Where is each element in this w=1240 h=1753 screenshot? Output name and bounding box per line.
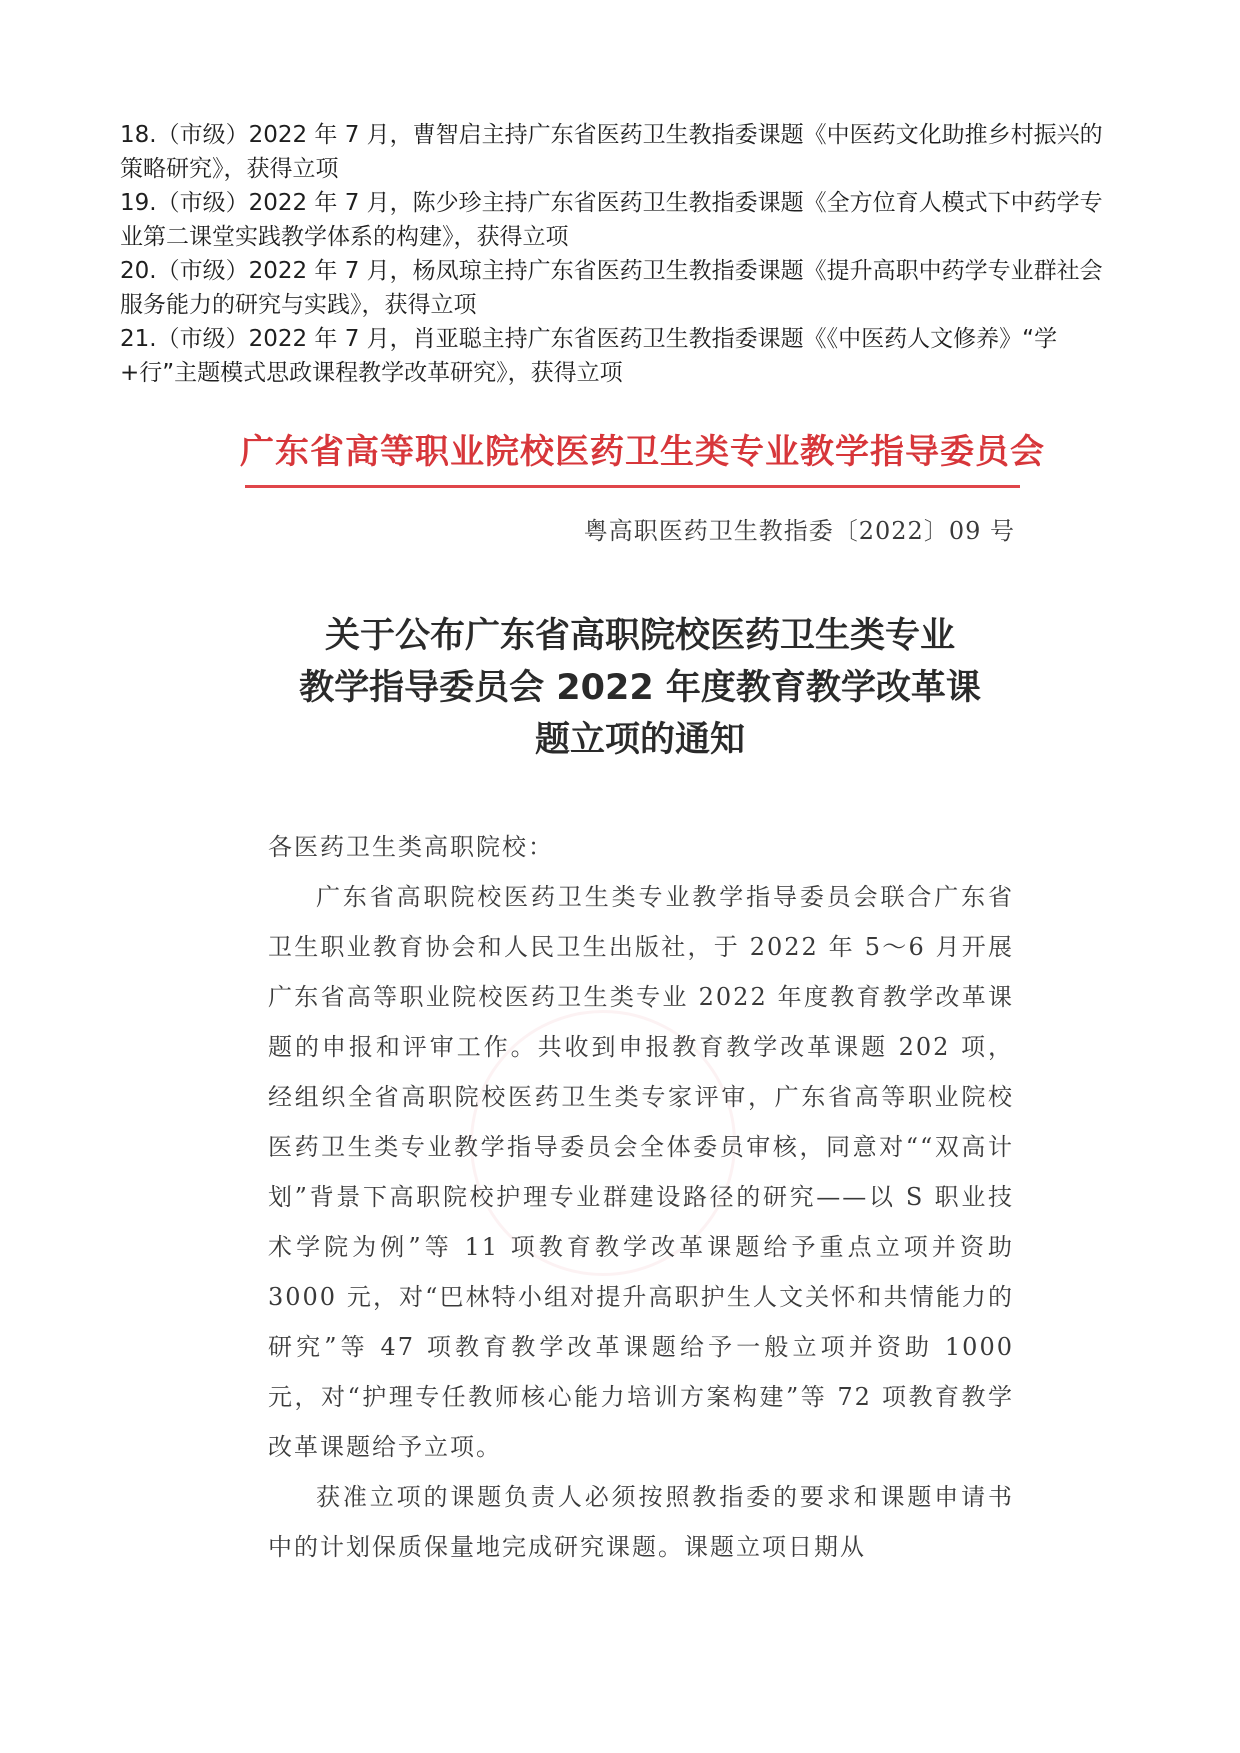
salutation: 各医药卫生类高职院校： (268, 833, 554, 861)
list-item: 20.（市级）2022 年 7 月，杨凤琼主持广东省医药卫生教指委课题《提升高职中药学专业群社会服务能力的研究与实践》，获得立项 (120, 258, 1103, 318)
project-list (120, 118, 1120, 390)
notice-body (268, 822, 1014, 1572)
notice-title-line: 关于公布广东省高职院校医药卫生类专业 (324, 616, 955, 656)
header-divider (245, 485, 1020, 488)
list-item: 18.（市级）2022 年 7 月，曹智启主持广东省医药卫生教指委课题《中医药文化助推乡村振兴的策略研究》，获得立项 (120, 122, 1103, 182)
body-paragraph: 广东省高职院校医药卫生类专业教学指导委员会联合广东省卫生职业教育协会和人民卫生出版社，于 2022 年 5～6 月开展广东省高等职业院校医药卫生类专业 2022 年度教育教学改革课题的申报和评审工作。共收到申报教育教学改革课题 202 项，经组织全省高职院校医药卫生类专家评审，广东省高等职业院校医药卫生类专业教学指导委员会全体委员审核，同意对““双高计划”背景下高职院校护理专业群建设路径的研究——以 S 职业技术学院为例”等 11 项教育教学改革课题给予重点立项并资助 3000 元，对“巴林特小组对提升高职护生人文关怀和共情能力的研究”等 47 项教育教学改革课题给予一般立项并资助 1000 元，对“护理专任教师核心能力培训方案构建”等 72 项教育教学改革课题给予立项。 (268, 883, 1014, 1461)
document-number: 粤高职医药卫生教指委〔2022〕09 号 (583, 517, 1015, 545)
committee-header-title: 广东省高等职业院校医药卫生类专业教学指导委员会 (240, 432, 1045, 472)
body-paragraph: 获准立项的课题负责人必须按照教指委的要求和课题申请书中的计划保质保量地完成研究课题。课题立项日期从 (268, 1483, 1014, 1561)
notice-title-line: 题立项的通知 (534, 720, 745, 760)
list-item: 21.（市级）2022 年 7 月，肖亚聪主持广东省医药卫生教指委课题《《中医药人文修养》“学+行”主题模式思政课程教学改革研究》，获得立项 (120, 326, 1058, 386)
notice-title (250, 610, 1030, 766)
list-item: 19.（市级）2022 年 7 月，陈少珍主持广东省医药卫生教指委课题《全方位育人模式下中药学专业第二课堂实践教学体系的构建》，获得立项 (120, 190, 1103, 250)
notice-title-line: 教学指导委员会 2022 年度教育教学改革课 (299, 668, 981, 708)
